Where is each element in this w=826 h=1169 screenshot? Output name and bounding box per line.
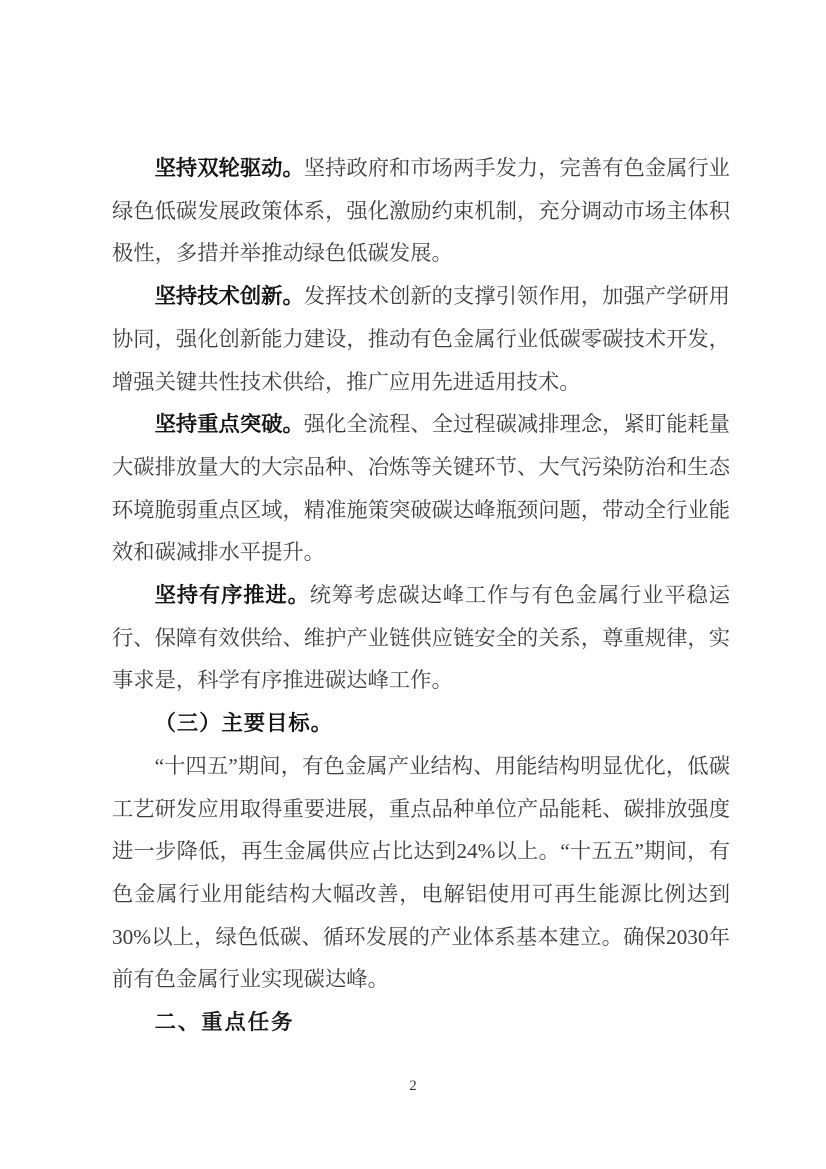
chapter-heading-key-tasks: 二、重点任务 bbox=[154, 1010, 295, 1035]
paragraph-lead-in: 坚持技术创新。 bbox=[154, 284, 304, 309]
paragraph-text: 强化全流程、全过程碳减排理念，紧盯能耗量大碳排放量大的大宗品种、冶炼等关键环节、大气污染防治和生态环境脆弱重点区域，精准施策突破碳达峰瓶颈问题，带动全行业能效和碳减排水平提升。 bbox=[112, 412, 730, 565]
paragraph-principle-orderly-advance bbox=[112, 574, 730, 702]
paragraph-lead-in: 坚持重点突破。 bbox=[154, 412, 304, 437]
paragraph-text: 坚持政府和市场两手发力，完善有色金属行业绿色低碳发展政策体系，强化激励约束机制，充分调动市场主体积极性，多措并举推动绿色低碳发展。 bbox=[112, 156, 730, 266]
page-number: 2 bbox=[409, 1078, 417, 1094]
paragraph-principle-tech-innovation bbox=[112, 275, 730, 403]
paragraph-main-goals: “十四五”期间，有色金属产业结构、用能结构明显优化，低碳工艺研发应用取得重要进展，重点品种单位产品能耗、碳排放强度进一步降低，再生金属供应占比达到24%以上。“十五五”期间，有色金属行业用能结构大幅改善，电解铝使用可再生能源比例达到30%以上，绿色低碳、循环发展的产业体系基本建立。确保2030年前有色金属行业实现碳达峰。 bbox=[112, 753, 730, 992]
paragraph-text: 统筹考虑碳达峰工作与有色金属行业平稳运行、保障有效供给、维护产业链供应链安全的关系，尊重规律，实事求是，科学有序推进碳达峰工作。 bbox=[112, 583, 730, 693]
section-heading-main-goals: （三）主要目标。 bbox=[154, 711, 333, 736]
paragraph-text: 发挥技术创新的支撑引领作用，加强产学研用协同，强化创新能力建设，推动有色金属行业低碳零碳技术开发，增强关键共性技术供给，推广应用先进适用技术。 bbox=[112, 284, 730, 394]
paragraph-principle-dual-drive bbox=[112, 147, 730, 275]
paragraph-principle-key-breakthrough bbox=[112, 403, 730, 574]
document-body bbox=[112, 147, 730, 1044]
paragraph-lead-in: 坚持有序推进。 bbox=[154, 583, 310, 608]
paragraph-lead-in: 坚持双轮驱动。 bbox=[154, 156, 304, 180]
